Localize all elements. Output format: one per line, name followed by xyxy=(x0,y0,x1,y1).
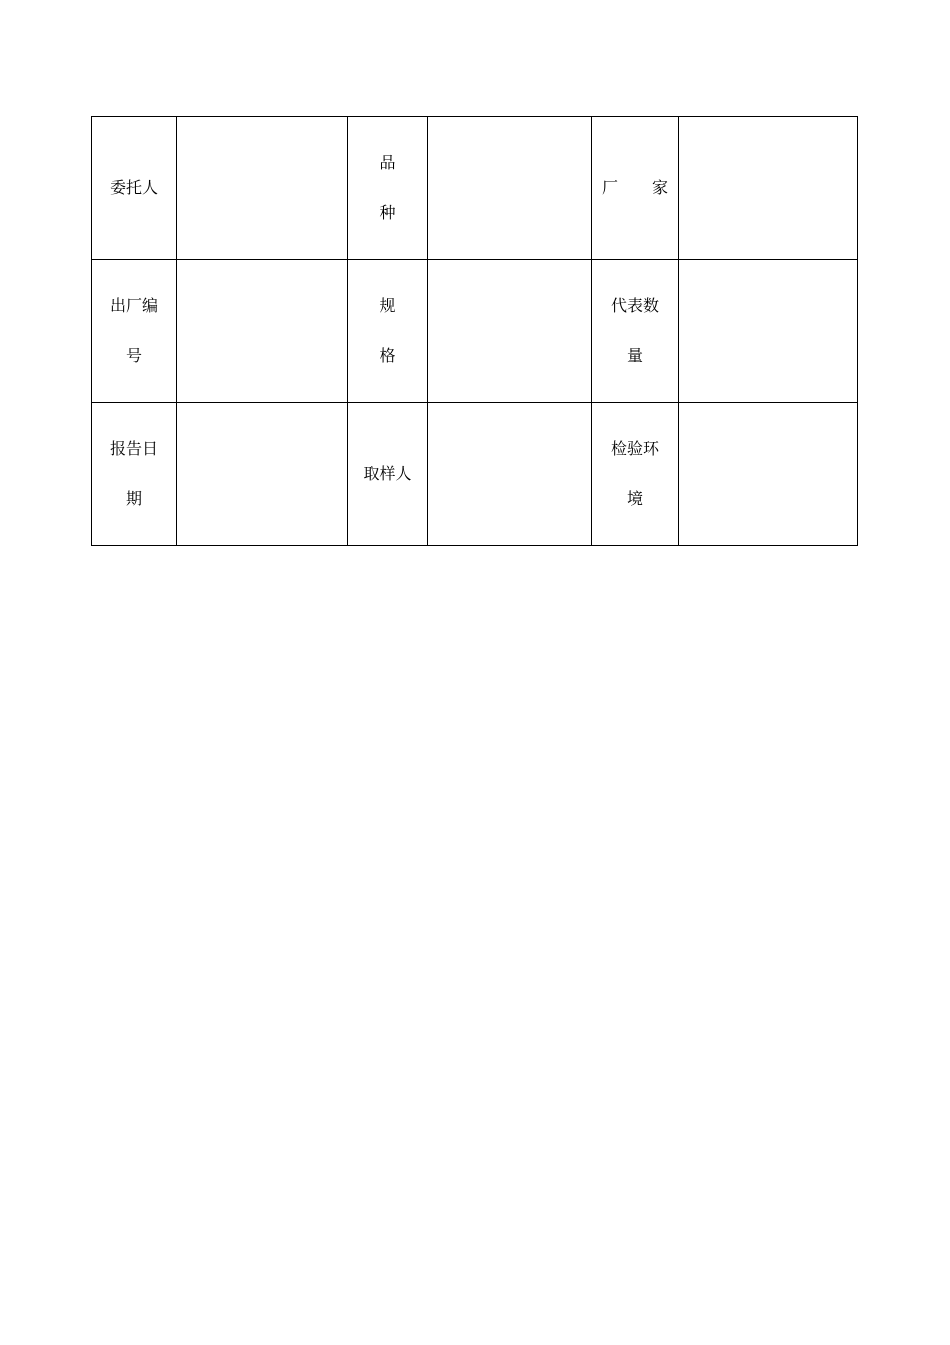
label-variety xyxy=(348,117,428,260)
label-representative-quantity xyxy=(592,260,679,403)
table-row xyxy=(92,403,858,546)
representative-quantity-value-field[interactable] xyxy=(679,260,858,403)
factory-number-value-field[interactable] xyxy=(177,260,348,403)
label-test-environment xyxy=(592,403,679,546)
specification-label: 规 格 xyxy=(379,296,396,365)
sampler-label: 取样人 xyxy=(363,464,412,483)
report-date-label: 报告日 期 xyxy=(109,439,158,508)
client-value-field[interactable] xyxy=(177,117,348,260)
manufacturer-value-field[interactable] xyxy=(679,117,858,260)
report-date-value-field[interactable] xyxy=(177,403,348,546)
table-row xyxy=(92,117,858,260)
representative-quantity-label: 代表数 量 xyxy=(610,296,659,365)
variety-label: 品 种 xyxy=(379,153,396,222)
label-sampler xyxy=(348,403,428,546)
manufacturer-label: 厂 家 xyxy=(602,178,668,197)
client-label: 委托人 xyxy=(109,178,158,197)
factory-number-label: 出厂编 号 xyxy=(109,296,158,365)
inspection-info-table xyxy=(91,116,858,546)
test-environment-value-field[interactable] xyxy=(679,403,858,546)
variety-value-field[interactable] xyxy=(428,117,592,260)
label-manufacturer xyxy=(592,117,679,260)
test-environment-label: 检验环 境 xyxy=(610,439,659,508)
label-client xyxy=(92,117,177,260)
label-specification xyxy=(348,260,428,403)
specification-value-field[interactable] xyxy=(428,260,592,403)
sampler-value-field[interactable] xyxy=(428,403,592,546)
label-report-date xyxy=(92,403,177,546)
label-factory-number xyxy=(92,260,177,403)
table-row xyxy=(92,260,858,403)
